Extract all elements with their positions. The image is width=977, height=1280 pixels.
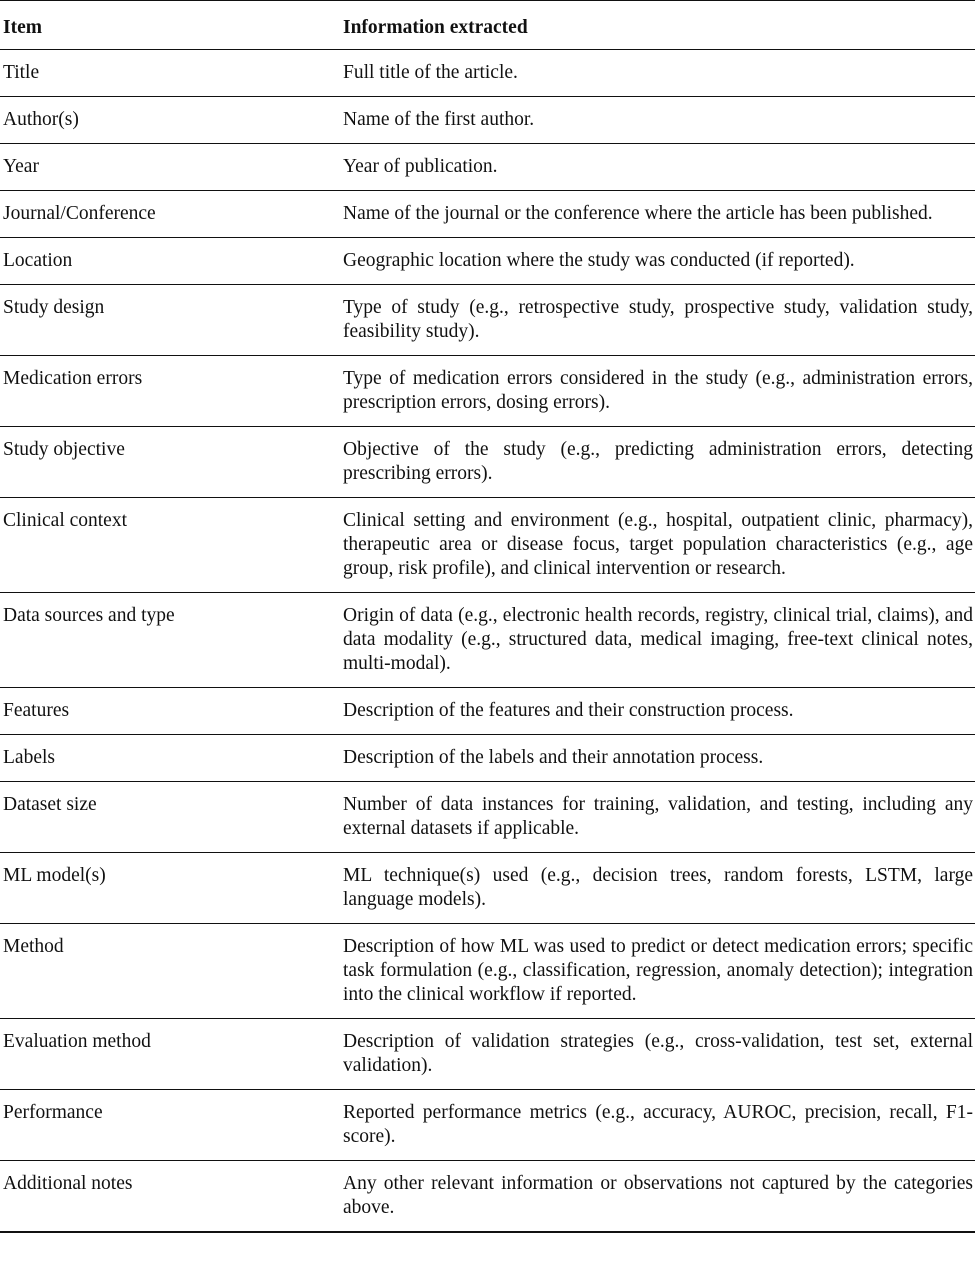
row-item: Author(s) xyxy=(3,109,79,130)
table-row xyxy=(0,427,975,498)
table-row xyxy=(0,50,975,97)
row-info: Name of the journal or the conference where the article has been published. xyxy=(343,203,933,224)
row-item: Labels xyxy=(3,747,55,768)
table-row xyxy=(0,191,975,238)
table-row xyxy=(0,285,975,356)
row-info: Type of medication errors considered in the study (e.g., administration errors, prescription errors, dosing errors). xyxy=(343,368,973,413)
row-item: Journal/Conference xyxy=(3,203,156,224)
row-info: ML technique(s) used (e.g., decision trees, random forests, LSTM, large language models). xyxy=(343,865,973,910)
row-info: Origin of data (e.g., electronic health records, registry, clinical trial, claims), and data modality (e.g., structured data, medical imaging, free-text clinical notes, multi-modal). xyxy=(343,605,973,674)
table-row xyxy=(0,1090,975,1161)
table-row xyxy=(0,688,975,735)
row-item: Performance xyxy=(3,1102,103,1123)
row-item: Data sources and type xyxy=(3,605,175,626)
row-item: Title xyxy=(3,62,40,83)
row-info: Description of how ML was used to predict or detect medication errors; specific task formulation (e.g., classification, regression, anomaly detection); integration into the clinical workflow if reported. xyxy=(343,936,973,1005)
row-info: Name of the first author. xyxy=(343,109,535,130)
row-info: Description of validation strategies (e.g., cross-validation, test set, external validation). xyxy=(343,1031,973,1076)
row-info: Objective of the study (e.g., predicting administration errors, detecting prescribing errors). xyxy=(343,439,973,484)
table-row xyxy=(0,97,975,144)
row-info: Reported performance metrics (e.g., accuracy, AUROC, precision, recall, F1-score). xyxy=(343,1102,973,1147)
table-row xyxy=(0,356,975,427)
table-row xyxy=(0,498,975,593)
table-row xyxy=(0,924,975,1019)
row-info: Type of study (e.g., retrospective study, prospective study, validation study, feasibility study). xyxy=(343,297,973,342)
row-item: ML model(s) xyxy=(3,865,106,886)
row-info: Year of publication. xyxy=(343,156,498,177)
row-item: Medication errors xyxy=(3,368,143,389)
row-info: Full title of the article. xyxy=(343,62,518,83)
row-item: Study objective xyxy=(3,439,125,460)
table-row xyxy=(0,144,975,191)
row-info: Description of the features and their construction process. xyxy=(343,700,794,721)
row-info: Clinical setting and environment (e.g., hospital, outpatient clinic, pharmacy), therapeutic area or disease focus, target population characteristics (e.g., age group, risk profile), and clinical intervention or research. xyxy=(343,510,973,579)
table-row xyxy=(0,593,975,688)
row-item: Year xyxy=(3,156,39,177)
table-row xyxy=(0,1019,975,1090)
row-item: Clinical context xyxy=(3,510,128,531)
header-item: Item xyxy=(3,17,42,38)
header-row xyxy=(0,1,975,50)
row-item: Evaluation method xyxy=(3,1031,151,1052)
row-info: Geographic location where the study was conducted (if reported). xyxy=(343,250,855,271)
table-row xyxy=(0,238,975,285)
row-item: Additional notes xyxy=(3,1173,133,1194)
row-item: Features xyxy=(3,700,70,721)
row-info: Any other relevant information or observations not captured by the categories above. xyxy=(343,1173,973,1218)
table-row xyxy=(0,735,975,782)
row-item: Study design xyxy=(3,297,105,318)
table-header xyxy=(0,1,975,50)
row-info: Number of data instances for training, validation, and testing, including any external datasets if applicable. xyxy=(343,794,973,839)
row-item: Method xyxy=(3,936,64,957)
header-information-extracted: Information extracted xyxy=(343,17,528,38)
table-body xyxy=(0,50,975,1233)
table-row xyxy=(0,1161,975,1233)
table-row xyxy=(0,782,975,853)
table-row xyxy=(0,853,975,924)
row-info: Description of the labels and their annotation process. xyxy=(343,747,764,768)
row-item: Dataset size xyxy=(3,794,97,815)
row-item: Location xyxy=(3,250,73,271)
